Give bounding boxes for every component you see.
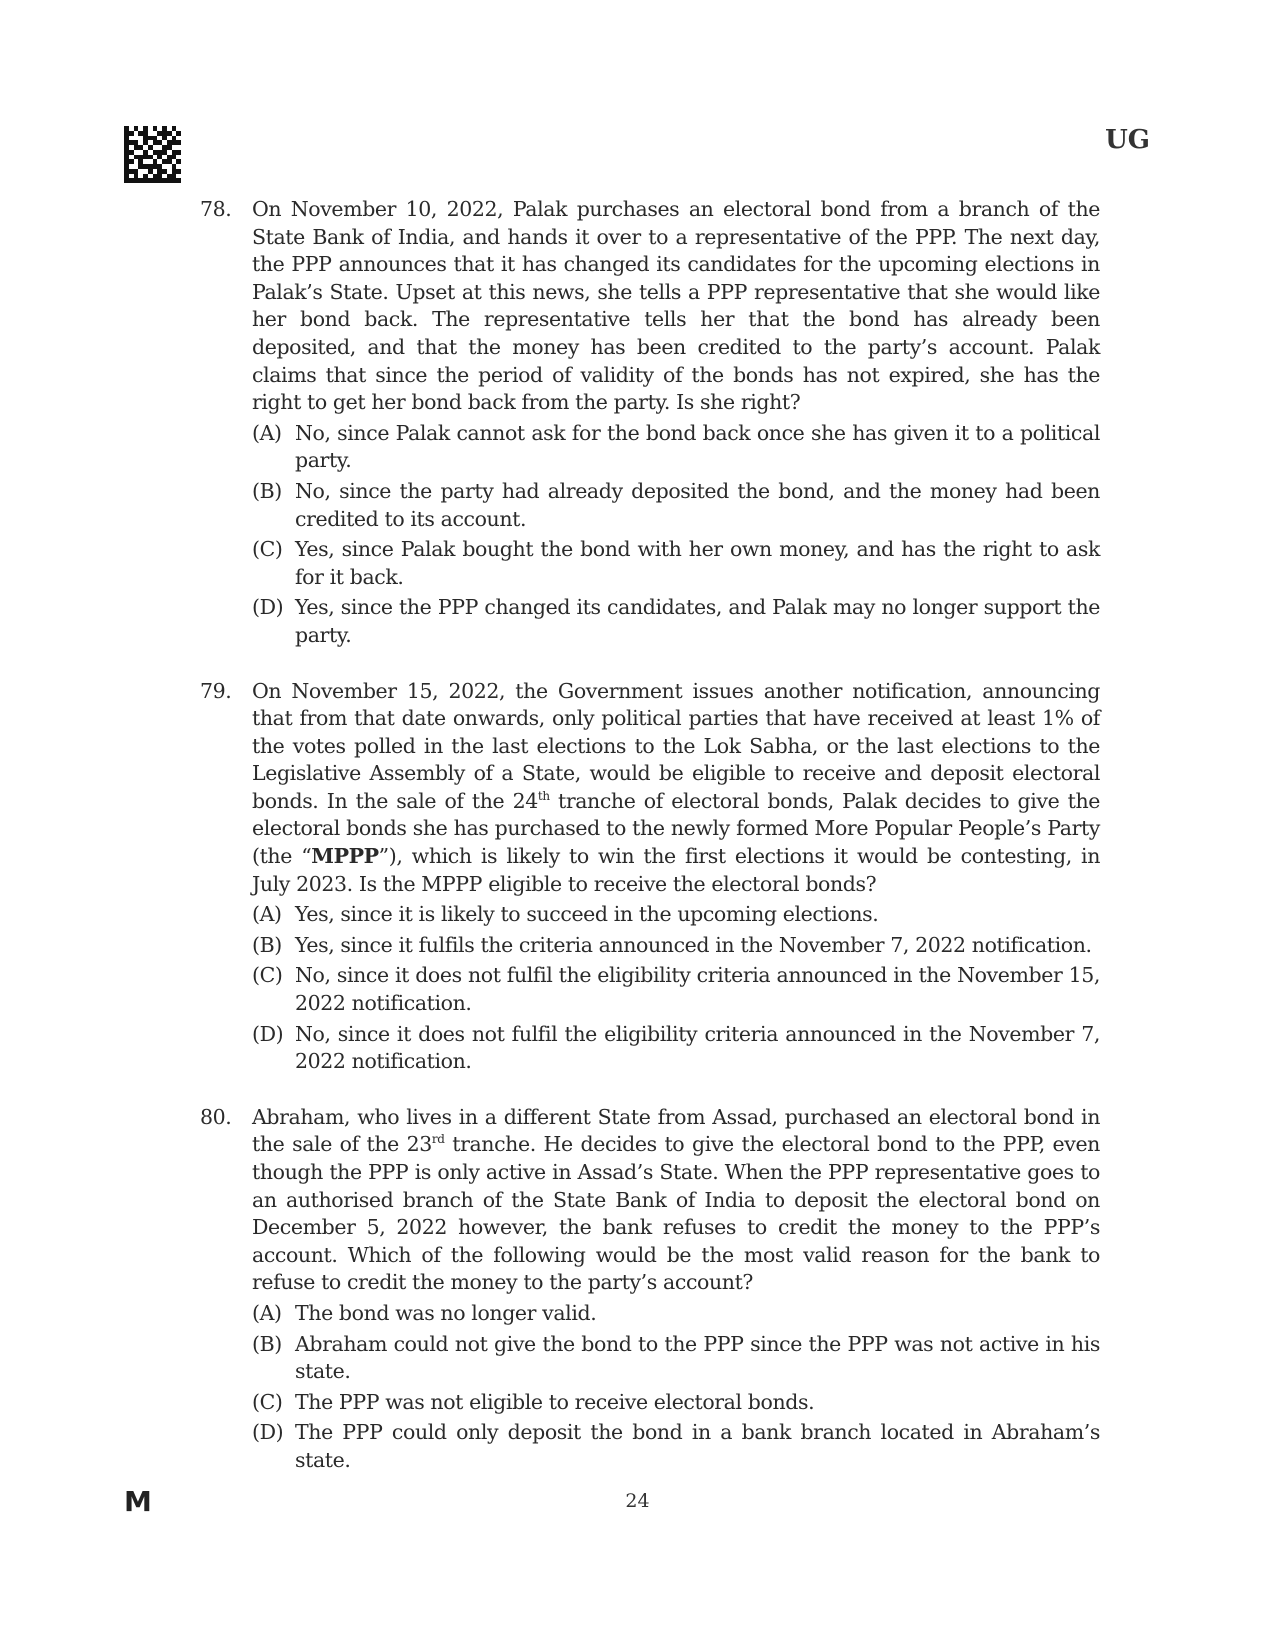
stem-text: tranche. He decides to give the electoral bond to the PPP, even though the PPP is only active in Assad’s State. When the PPP representative goes to an authorised branch of the State Bank of India to deposit the electoral bond on December 5, 2022 however, the bank refuses to credit the money to the PPP’s account. Which of the following would be the most valid reason for the bank to refuse to credit the money to the party’s account? <box>252 1132 1100 1295</box>
option-b <box>200 1331 1100 1386</box>
option-text: No, since Palak cannot ask for the bond back once she has given it to a political party. <box>295 420 1100 473</box>
question-number: 78. <box>200 197 232 221</box>
question-stem <box>252 678 1100 899</box>
series-code: M <box>124 1485 152 1518</box>
stem-text: tranche of electoral bonds, Palak decides to give the electoral bonds she has purchased to the newly formed More Popular People’s Party (the “ <box>252 788 1100 869</box>
option-a <box>200 1300 1100 1328</box>
option-text: No, since it does not fulfil the eligibility criteria announced in the November 15, 2022 notification. <box>295 963 1100 1016</box>
option-label: (D) <box>252 1021 284 1046</box>
ordinal-suffix: rd <box>431 1132 445 1147</box>
option-label: (C) <box>252 1389 283 1414</box>
option-text: No, since the party had already deposited the bond, and the money had been credited to its account. <box>295 478 1100 531</box>
option-d <box>200 594 1100 649</box>
option-label: (A) <box>252 420 282 445</box>
option-d <box>200 1419 1100 1474</box>
paper-code: UG <box>1105 125 1150 155</box>
ordinal-suffix: th <box>537 789 550 804</box>
option-d <box>200 1021 1100 1076</box>
option-text: The PPP could only deposit the bond in a bank branch located in Abraham’s state. <box>295 1420 1100 1472</box>
question-79 <box>200 678 1100 1076</box>
option-label: (B) <box>252 932 282 957</box>
option-text: No, since it does not fulfil the eligibility criteria announced in the November 7, 2022 notification. <box>295 1021 1100 1074</box>
option-label: (C) <box>252 537 283 562</box>
option-label: (C) <box>252 963 283 988</box>
datamatrix-code <box>124 126 181 183</box>
stem-text: ”), which is likely to win the first elections it would be contesting, in July 2023. Is the MPPP eligible to receive the electoral bonds? <box>252 844 1100 896</box>
option-c <box>200 962 1100 1017</box>
option-label: (A) <box>252 902 282 927</box>
option-c <box>200 536 1100 591</box>
option-c <box>200 1389 1100 1417</box>
question-stem <box>252 1104 1100 1297</box>
option-label: (B) <box>252 478 282 503</box>
option-text: The PPP was not eligible to receive electoral bonds. <box>295 1389 815 1414</box>
option-text: Abraham could not give the bond to the PPP since the PPP was not active in his state. <box>295 1331 1100 1384</box>
option-b <box>200 478 1100 533</box>
option-text: Yes, since Palak bought the bond with her own money, and has the right to ask for it back. <box>295 537 1100 589</box>
option-b <box>200 932 1100 960</box>
option-text: Yes, since it fulfils the criteria announced in the November 7, 2022 notification. <box>295 932 1092 957</box>
defined-term: MPPP <box>311 844 379 869</box>
option-text: The bond was no longer valid. <box>295 1300 597 1325</box>
question-number: 80. <box>200 1104 232 1129</box>
option-a <box>200 420 1100 475</box>
option-label: (D) <box>252 595 284 620</box>
question-80 <box>200 1104 1100 1475</box>
option-label: (B) <box>252 1331 282 1356</box>
question-number: 79. <box>200 678 232 703</box>
option-text: Yes, since it is likely to succeed in the upcoming elections. <box>295 902 879 927</box>
stem-text: Abraham, who lives in a different State from Assad, purchased an electoral bond in the sale of the 23 <box>252 1104 1100 1157</box>
question-78 <box>200 196 1100 650</box>
stem-text: On November 15, 2022, the Government issues another notification, announcing that from that date onwards, only political parties that have received at least 1% of the votes polled in the last elections to the Lok Sabha, or the last elections to the Legislative Assembly of a State, would be eligible to receive and deposit electoral bonds. In the sale of the 24 <box>252 678 1100 813</box>
page-number: 24 <box>625 1490 650 1512</box>
option-label: (D) <box>252 1420 284 1445</box>
option-label: (A) <box>252 1300 282 1325</box>
question-list <box>200 196 1100 1475</box>
option-a <box>200 901 1100 929</box>
option-text: Yes, since the PPP changed its candidates, and Palak may no longer support the party. <box>295 595 1100 647</box>
question-stem: On November 10, 2022, Palak purchases an electoral bond from a branch of the State Bank of India, and hands it over to a representative of the PPP. The next day, the PPP announces that it has changed its candidates for the upcoming elections in Palak’s State. Upset at this news, she tells a PPP representative that she would like her bond back. The representative tells her that the bond has already been deposited, and that the money has been credited to the party’s account. Palak claims that since the period of validity of the bonds has not expired, she has the right to get her bond back from the party. Is she right? <box>252 197 1100 415</box>
